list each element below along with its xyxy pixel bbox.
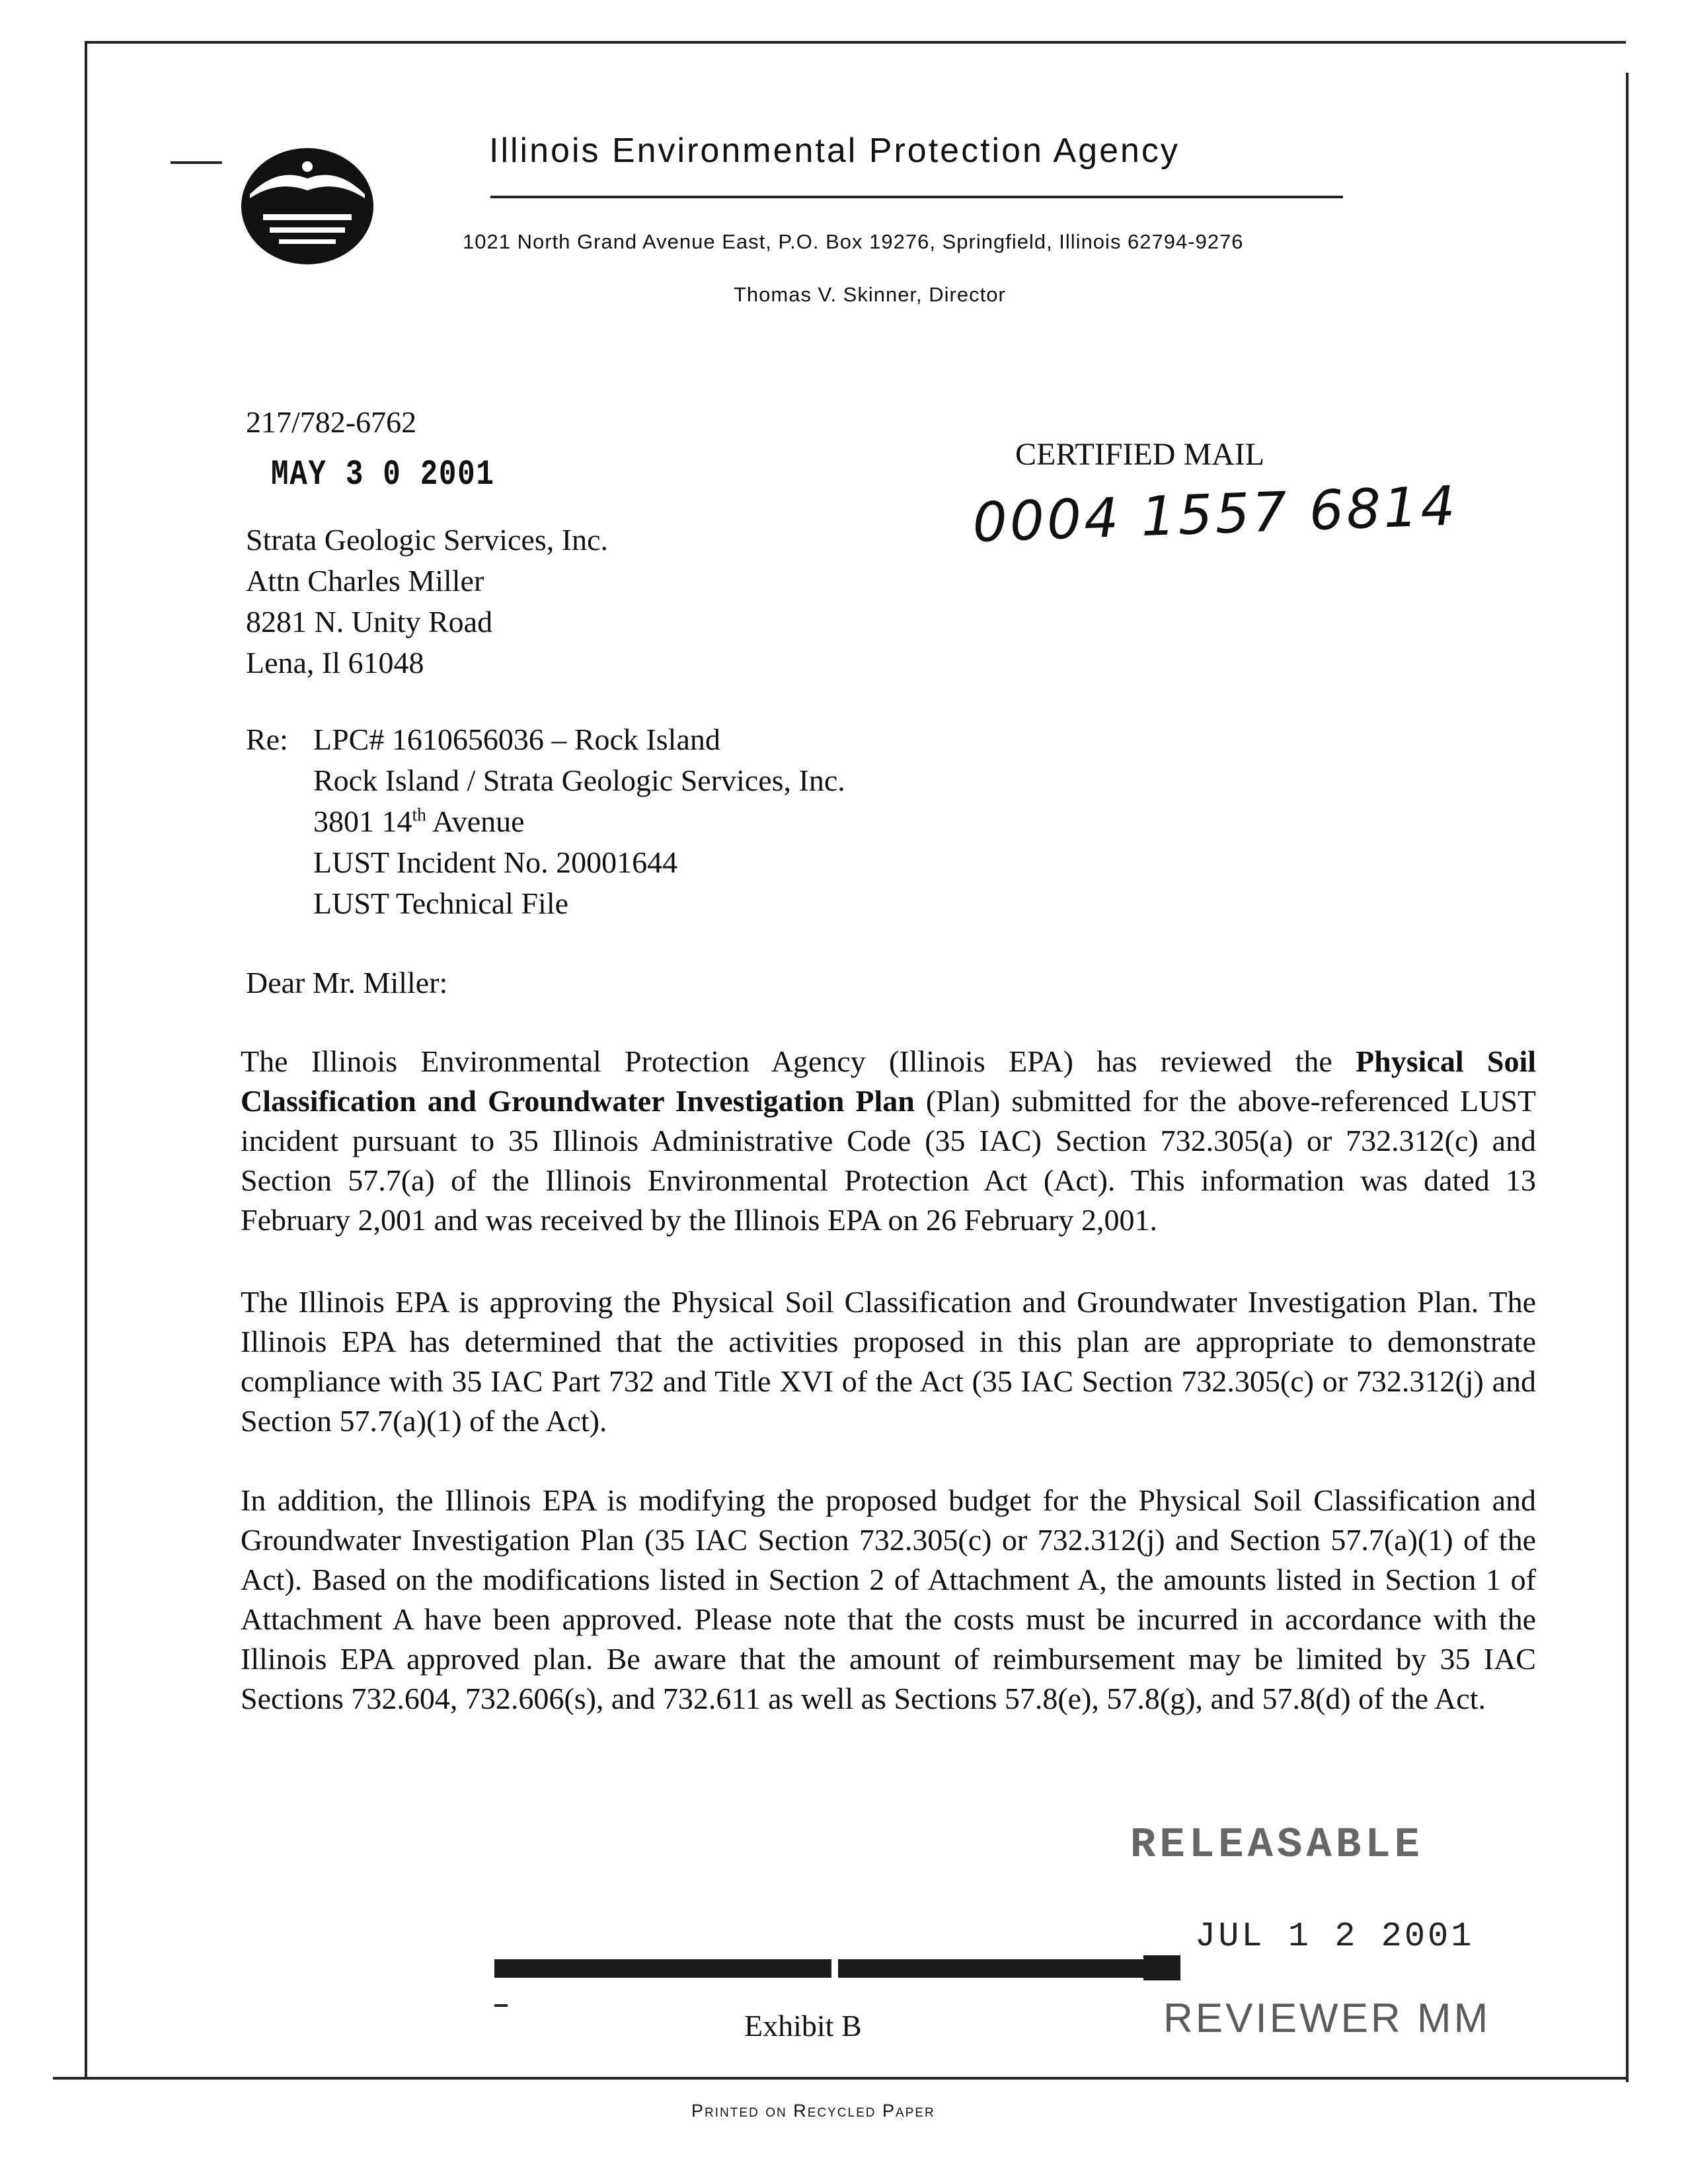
body-paragraph-1 [241,1042,1536,1240]
recycled-paper-footer: Printed on Recycled Paper [691,2101,935,2121]
page-frame-top [86,41,1626,44]
phone-number: 217/782-6762 [246,405,417,439]
recipient-city: Lena, Il 61048 [246,646,424,680]
redaction-bar-end [1143,1955,1180,1980]
re-address [313,804,525,839]
agency-address: 1021 North Grand Avenue East, P.O. Box 19276, Springfield, Illinois 62794-9276 [463,230,1244,253]
redaction-gap [831,1959,838,1978]
margin-dash-mark-lower [494,2004,508,2007]
exhibit-label: Exhibit B [744,2009,862,2043]
body-paragraph-3: In addition, the Illinois EPA is modifying the proposed budget for the Physical Soil Classification and Groundwater Investigation Plan (35 IAC Section 732.305(c) or 732.312(j) and Section 57.7(a)(1) of the Act). Based on the modifications listed in Section 2 of Attachment A, the amounts listed in Section 1 of Attachment A have been approved. Please note that the costs must be incurred in accordance with the Illinois EPA approved plan. Be aware that the amount of reimbursement may be limited by 35 IAC Sections 732.604, 732.606(s), and 732.611 as well as Sections 57.8(e), 57.8(g), and 57.8(d) of the Act. [241,1483,1536,1715]
agency-name: Illinois Environmental Protection Agency [489,132,1180,170]
salutation: Dear Mr. Miller: [246,966,448,999]
re-lpc: LPC# 1610656036 – Rock Island [313,722,720,756]
page-frame-bottom [53,2077,1629,2080]
page-frame-right [1626,73,1629,2082]
p1-plan-title: Physical Soil Classification and Groundwater Investigation Plan [241,1044,1536,1118]
releasable-stamp: RELEASABLE [1130,1822,1424,1869]
p1-text-b: (Plan) submitted for the above-referenced LUST incident pursuant to 35 Illinois Administrative Code (35 IAC) Section 732.305(a) or 732.312(c) and Section 57.7(a) of the Illinois Environmental Protection Act (Act). This information was dated 13 February 2,001 and was received by the Illinois EPA on 26 February 2,001. [241,1084,1536,1237]
re-file: LUST Technical File [313,886,569,920]
recipient-company: Strata Geologic Services, Inc. [246,523,608,557]
recipient-street: 8281 N. Unity Road [246,605,493,639]
re-address-number: 3801 14 [313,804,412,838]
certified-mail-label: CERTIFIED MAIL [1015,437,1265,472]
recipient-attn: Attn Charles Miller [246,564,484,598]
re-site: Rock Island / Strata Geologic Services, Inc. [313,763,845,797]
body-paragraph-2: The Illinois EPA is approving the Physical Soil Classification and Groundwater Investigation Plan. The Illinois EPA has determined that the activities proposed in this plan are appropriate to demonstrate compliance with 35 IAC Part 732 and Title XVI of the Act (35 IAC Section 732.305(c) or 732.312(j) and Section 57.7(a)(1) of the Act). [241,1285,1536,1438]
page-frame-left [85,41,87,2077]
re-address-street: Avenue [426,804,525,838]
agency-director: Thomas V. Skinner, Director [734,283,1006,306]
re-address-suffix: th [412,804,426,825]
margin-dash-mark [171,161,222,164]
agency-seal-icon [238,140,377,266]
tracking-number-handwritten: 0004 1557 6814 [972,475,1459,555]
date-stamp: MAY 3 0 2001 [271,455,495,495]
re-incident: LUST Incident No. 20001644 [313,845,678,879]
re-label: Re: [246,722,288,756]
reviewer-stamp: REVIEWER MM [1163,1996,1491,2041]
p1-text-a: The Illinois Environmental Protection Agency (Illinois EPA) has reviewed the [241,1044,1356,1078]
release-date-stamp: JUL 1 2 2001 [1195,1917,1475,1956]
letterhead-rule [490,196,1343,198]
